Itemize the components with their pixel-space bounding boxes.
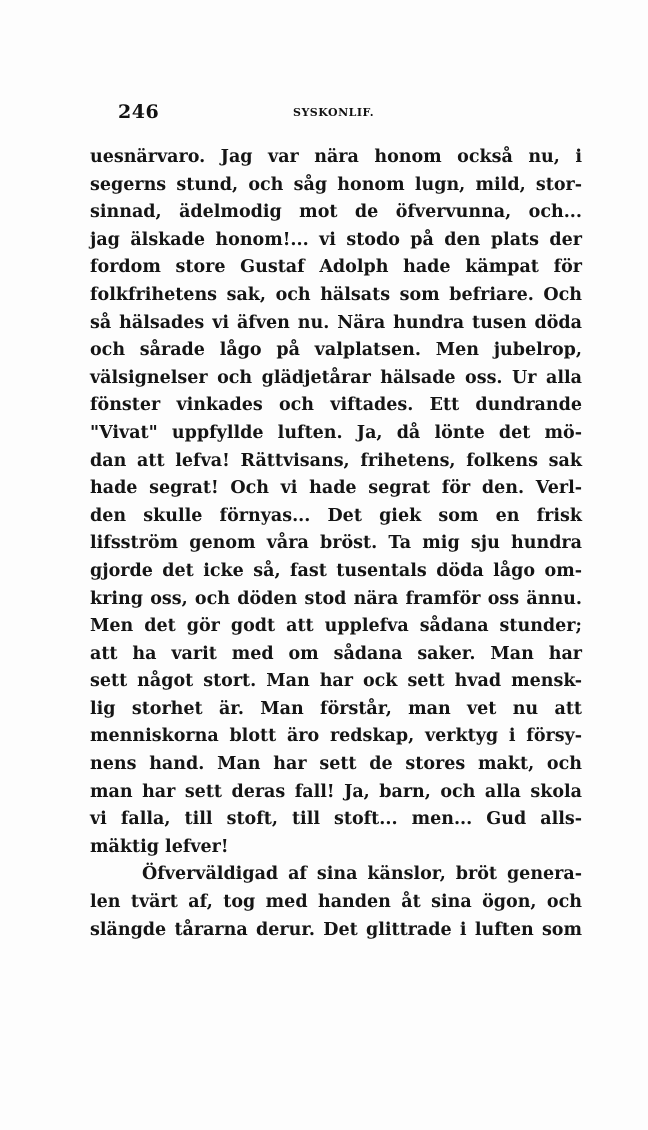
text-line: Men det gör godt att upplefva sådana stunder; xyxy=(90,616,582,637)
text-line: den skulle förnyas... Det giek som en frisk xyxy=(90,505,582,526)
text-line: sett något stort. Man har ock sett hvad mensk- xyxy=(90,671,582,692)
text-line: att ha varit med om sådana saker. Man har xyxy=(90,643,582,664)
text-line: segerns stund, och såg honom lugn, mild, stor- xyxy=(90,174,582,195)
text-line: dan att lefva! Rättvisans, frihetens, folkens sak xyxy=(90,450,582,471)
paragraph-2 xyxy=(90,861,582,944)
text-line: menniskorna blott äro redskap, verktyg i försy- xyxy=(90,726,582,747)
text-line: uesnärvaro. Jag var nära honom också nu, i xyxy=(90,147,582,167)
text-line: lig storhet är. Man förstår, man vet nu att xyxy=(90,698,582,719)
text-line: lifsström genom våra bröst. Ta mig sju hundra xyxy=(90,533,582,554)
text-line: slängde tårarna derur. Det glittrade i luften som xyxy=(90,919,582,940)
text-line: fordom store Gustaf Adolph hade kämpat för xyxy=(90,257,582,278)
text-line: mäktig lefver! xyxy=(90,836,229,857)
text-line: len tvärt af, tog med handen åt sina ögon, och xyxy=(90,892,582,913)
text-line: nens hand. Man har sett de stores makt, och xyxy=(90,754,582,775)
paragraph-1 xyxy=(90,144,582,861)
text-line: så hälsades vi äfven nu. Nära hundra tusen döda xyxy=(90,312,582,333)
text-line: man har sett deras fall! Ja, barn, och alla skola xyxy=(90,781,582,802)
text-line: vi falla, till stoft, till stoft... men... Gud alls- xyxy=(90,809,582,830)
text-line: "Vivat" uppfyllde luften. Ja, då lönte det mö- xyxy=(90,422,582,443)
text-line: fönster vinkades och viftades. Ett dundrande xyxy=(90,395,582,416)
text-line: Öfverväldigad af sina känslor, bröt genera- xyxy=(142,864,582,885)
text-line: gjorde det icke så, fast tusentals döda lågo om- xyxy=(90,560,582,581)
text-line: jag älskade honom!... vi stodo på den plats der xyxy=(90,229,582,250)
text-line: kring oss, och döden stod nära framför oss ännu. xyxy=(90,588,582,609)
text-line: hade segrat! Och vi hade segrat för den. Verl- xyxy=(90,478,582,499)
text-line: sinnad, ädelmodig mot de öfvervunna, och... xyxy=(90,202,582,223)
running-title: SYSKONLIF. xyxy=(293,106,375,119)
page-number: 246 xyxy=(118,101,160,123)
body-text xyxy=(90,144,582,944)
running-head xyxy=(118,101,538,125)
text-line: välsignelser och glädjetårar hälsade oss. Ur alla xyxy=(90,367,582,388)
text-line: folkfrihetens sak, och hälsats som befriare. Och xyxy=(90,284,582,305)
text-line: och sårade lågo på valplatsen. Men jubelrop, xyxy=(90,340,582,361)
